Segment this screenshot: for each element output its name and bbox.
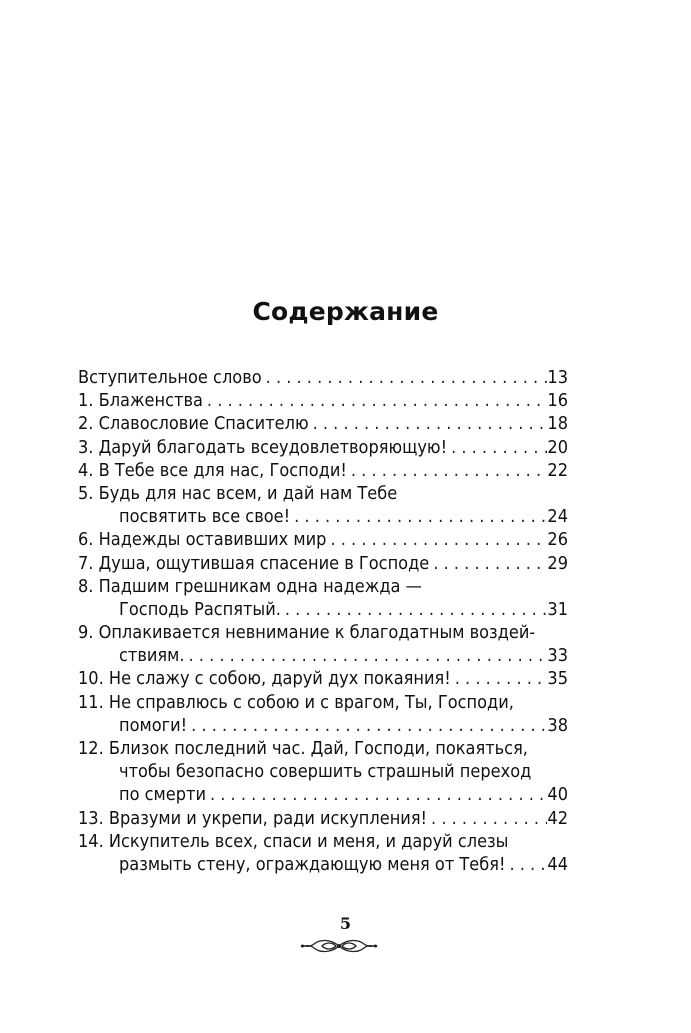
toc-entry-line <box>78 667 568 690</box>
toc-page-number: 13 <box>547 367 568 388</box>
toc-entry <box>78 366 568 389</box>
toc-entry-line <box>78 644 568 667</box>
toc-entry-title: 9. Оплакивается невнимание к благодатным воздей- <box>78 622 536 644</box>
floral-ornament-icon <box>298 936 380 956</box>
toc-entry <box>78 667 568 690</box>
toc-page-number: 22 <box>547 459 568 481</box>
dot-leader <box>203 389 547 412</box>
toc-page-number: 31 <box>547 598 568 620</box>
dot-leader <box>262 366 548 389</box>
toc-entry-title: 8. Падшим грешникам одна надежда — <box>78 575 422 597</box>
toc-page-number: 40 <box>547 784 568 806</box>
dot-leader <box>429 552 547 575</box>
toc-page-number: 44 <box>547 853 568 875</box>
toc-page-number: 16 <box>547 390 568 412</box>
toc-entry-line <box>78 528 568 551</box>
toc-entry <box>78 691 568 737</box>
dot-leader <box>187 714 547 737</box>
toc-page-number: 35 <box>547 668 568 690</box>
toc-entry-title: чтобы безопасно совершить страшный переход <box>119 761 532 783</box>
dot-leader <box>281 598 548 621</box>
toc-entry-title: 4. В Тебе все для нас, Господи! <box>78 459 347 481</box>
toc-entry-line <box>78 482 568 505</box>
toc-entry-title: 3. Даруй благодать всеудовлетворяющую! <box>78 436 448 458</box>
toc-entry-title: посвятить все свое! <box>119 506 291 528</box>
toc-entry <box>78 552 568 575</box>
toc-page-number: 42 <box>547 807 568 829</box>
toc-entry-title: 1. Блаженства <box>78 390 203 412</box>
toc-entry-line <box>78 412 568 435</box>
toc-entry-title: по смерти <box>119 784 206 806</box>
toc-page-number: 24 <box>547 506 568 528</box>
dot-leader <box>185 644 548 667</box>
toc-entry <box>78 621 568 667</box>
toc-entry-title: 7. Душа, ощутившая спасение в Господе <box>78 552 430 574</box>
toc-entry <box>78 412 568 435</box>
toc-entry-line <box>78 459 568 482</box>
toc-entry-title: 5. Будь для нас всем, и дай нам Тебе <box>78 482 398 504</box>
toc-entry <box>78 528 568 551</box>
toc-entry-line <box>78 436 568 459</box>
dot-leader <box>505 853 547 876</box>
dot-leader <box>309 412 548 435</box>
dot-leader <box>347 459 548 482</box>
toc-entry-line <box>78 737 568 760</box>
toc-entry <box>78 807 568 830</box>
dot-leader <box>290 505 547 528</box>
toc-entry-line <box>78 505 568 528</box>
toc-entry-title: ствиям. <box>119 645 185 667</box>
toc-entry-title: 10. Не слажу с собою, даруй дух покаяния! <box>78 668 451 690</box>
toc-entry <box>78 830 568 876</box>
toc-entry-line <box>78 691 568 714</box>
toc-page-number: 33 <box>547 645 568 667</box>
toc-entry-line <box>78 621 568 644</box>
toc-entry <box>78 575 568 621</box>
dot-leader <box>427 807 547 830</box>
toc-entry-line <box>78 760 568 783</box>
toc-entry-line <box>78 807 568 830</box>
toc-entry-title: помоги! <box>119 714 188 736</box>
toc-entry <box>78 436 568 459</box>
toc-entry <box>78 737 568 807</box>
toc-entry <box>78 459 568 482</box>
toc-entry-line <box>78 714 568 737</box>
toc-entry-line <box>78 598 568 621</box>
page-number: 5 <box>339 914 352 933</box>
toc-entry-line <box>78 366 568 389</box>
toc-entry-title: 14. Искупитель всех, спаси и меня, и даруй слезы <box>78 830 509 852</box>
toc-page-number: 29 <box>547 552 568 574</box>
dot-leader <box>326 528 547 551</box>
toc-entry-line <box>78 575 568 598</box>
toc-entry-title: 13. Вразуми и укрепи, ради искупления! <box>78 807 428 829</box>
page-title: Содержание <box>252 297 439 326</box>
toc-entry-line <box>78 830 568 853</box>
toc-page-number: 38 <box>547 714 568 736</box>
toc-entry-title: 6. Надежды оставивших мир <box>78 529 327 551</box>
toc-entry-line <box>78 552 568 575</box>
toc-entry <box>78 389 568 412</box>
dot-leader <box>451 667 548 690</box>
toc-entry-title: Господь Распятый. <box>119 598 281 620</box>
toc-page-number: 18 <box>547 413 568 435</box>
toc-page-number: 26 <box>547 529 568 551</box>
toc-entry-line <box>78 389 568 412</box>
dot-leader <box>447 436 547 459</box>
dot-leader <box>206 783 547 806</box>
toc-entry <box>78 482 568 528</box>
toc-entry-title: размыть стену, ограждающую меня от Тебя! <box>119 853 506 875</box>
toc-entry-title: 11. Не справлюсь с собою и с врагом, Ты, Господи, <box>78 691 514 713</box>
toc-entry-title: 12. Близок последний час. Дай, Господи, покаяться, <box>78 738 528 759</box>
toc-entry-title: 2. Славословие Спасителю <box>78 413 309 435</box>
toc-entry-title: Вступительное слово <box>78 367 262 388</box>
toc-entry-line <box>78 853 568 876</box>
toc-entry-line <box>78 783 568 806</box>
table-of-contents <box>78 366 568 876</box>
toc-page-number: 20 <box>547 436 568 458</box>
